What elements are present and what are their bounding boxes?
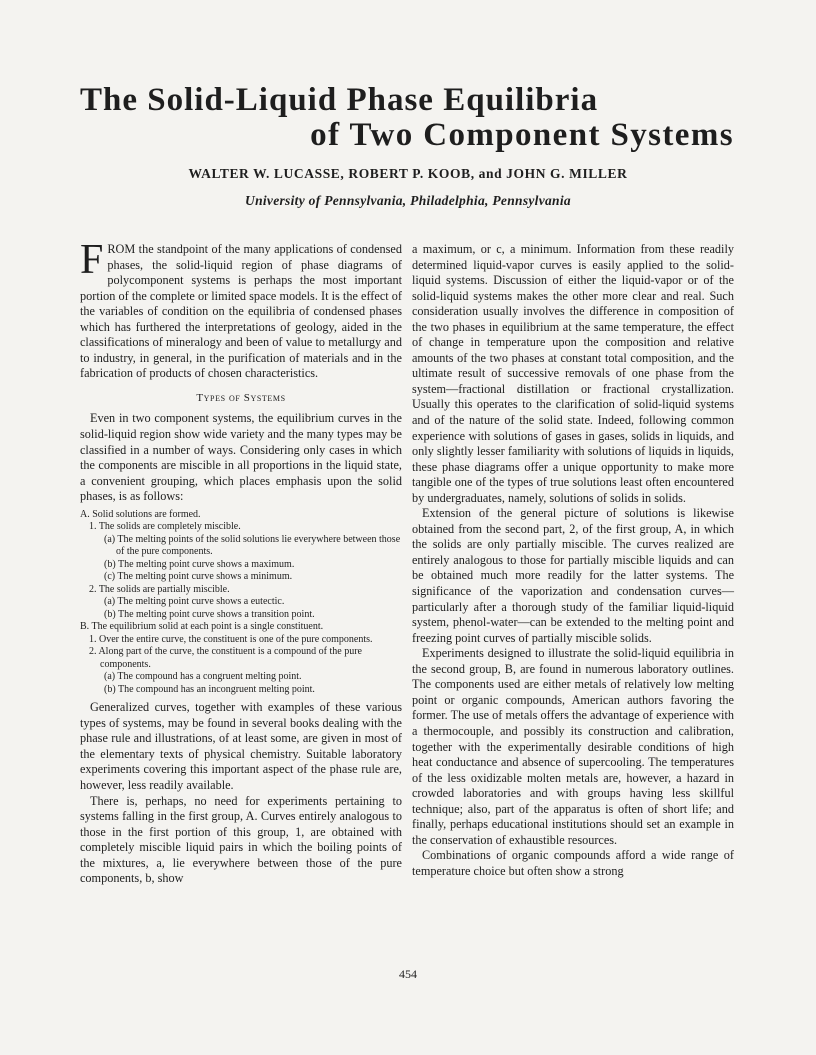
outline-item: (a) The melting point curve shows a eutectic. (104, 596, 285, 608)
left-column (80, 237, 402, 887)
author-list: WALTER W. LUCASSE, ROBERT P. KOOB, and JOHN G. MILLER (188, 166, 628, 181)
outline-item: (b) The melting point curve shows a maximum. (104, 558, 295, 570)
body-paragraph: There is, perhaps, no need for experiments pertaining to systems falling in the first group, A. Curves entirely analogous to those in the first portion of this group, 1, are obtained with completely miscible liquid pairs in which the boiling points of the mixtures, a, lie everywhere between those of the pure components, b, show (80, 793, 402, 886)
outline-item: 2. Along part of the curve, the constituent is a compound of the pure components. (89, 646, 362, 670)
outline-item: 1. The solids are completely miscible. (89, 521, 241, 533)
outline-item: 1. Over the entire curve, the constituent is one of the pure components. (89, 633, 373, 645)
right-column (412, 242, 734, 879)
classification-outline (80, 505, 402, 701)
body-paragraph: Extension of the general picture of solutions is likewise obtained from the second part, 2, of the first group, A, in which the solids are only partially miscible. The curves realized are entirely analogous to those for partially miscible liquids and can be obtained much more readily for the latter systems. The significance of the vaporization and condensation curves—particularly after a thorough study of the familiar liquid-liquid system, phenol-water—can be extended to the melting point and freezing point curves of partially miscible solids. (412, 506, 734, 645)
author-affiliation: University of Pennsylvania, Philadelphia, Pennsylvania (245, 193, 571, 208)
outline-item: 2. The solids are partially miscible. (89, 583, 230, 595)
drop-cap: F (80, 237, 104, 283)
outline-item: (b) The melting point curve shows a transition point. (104, 608, 315, 620)
outline-item: (a) The melting points of the solid solutions lie everywhere between those of the pure components. (104, 533, 401, 558)
body-paragraph: Generalized curves, together with examples of these various types of systems, may be found in several books dealing with the phase rule and illustrations, of at least some, are given in most of the elementary texts of physical chemistry. Suitable laboratory experiments covering this important aspect of the phase rule are, however, less readily available. (80, 700, 402, 792)
outline-item: B. The equilibrium solid at each point is a single constituent. (80, 621, 324, 633)
page-number: 454 (399, 967, 417, 981)
intro-paragraph-text: ROM the standpoint of the many applications of condensed phases, the solid-liquid region of phase diagrams of polycomponent systems is perhaps the most important portion of the complete or limited space models. It is the effect of the variables of condition on the equilibria of condensed phases which has furthered the interpretations of geology, aided in the classifications of mineralogy and been of value to metallurgy and to industry, in general, in the purification of materials and in the fabrication of products of chosen characteristics. (80, 242, 402, 381)
outline-item: A. Solid solutions are formed. (80, 508, 201, 520)
section-heading: Types of Systems (196, 391, 286, 404)
body-paragraph: a maximum, or c, a minimum. Information from these readily determined liquid-vapor curves is easily applied to the solid-liquid systems. Discussion of either the liquid-vapor or of the solid-liquid systems makes the other more clear and real. Such consideration usually involves the difference in composition of the two phases in equilibrium at the same temperature, the effect of change in temperature upon the composition and relative amounts of the two phases at constant total composition, and the ultimate result of successive removals of one phase from the system—fractional distillation or fractional crystallization. Usually this operates to the clarification of solid-liquid systems and of the nature of the solid state. Indeed, following common experience with solutions of gases in gases, solids in liquids, and only slightly lesser familiarity with solutions of liquids in liquids, these phase diagrams offer a unique opportunity to make more tangible one of the types of true solutions least often encountered by undergraduates, namely, solutions of solids in solids. (412, 242, 734, 505)
body-paragraph: Even in two component systems, the equilibrium curves in the solid-liquid region show wide variety and the many types may be classified in a number of ways. Considering only cases in which the components are miscible in all proportions in the liquid state, a convenient grouping, which places emphasis upon the solid phases, is as follows: (80, 411, 402, 504)
outline-item: (a) The compound has a congruent melting point. (104, 671, 302, 683)
outline-item: (c) The melting point curve shows a minimum. (104, 571, 293, 583)
article-title-line-1: The Solid-Liquid Phase Equilibria (80, 82, 599, 118)
body-paragraph: Combinations of organic compounds afford a wide range of temperature choice but often show a strong (412, 848, 734, 878)
intro-paragraph (80, 237, 402, 382)
outline-item: (b) The compound has an incongruent melting point. (104, 683, 315, 695)
article-title-line-2: of Two Component Systems (310, 117, 734, 153)
body-paragraph: Experiments designed to illustrate the solid-liquid equilibria in the second group, B, are found in numerous laboratory outlines. The components used are either metals of relatively low melting point or organic compounds, American authors favoring the former. The use of metals offers the advantage of experience with a thermocouple, and possibly its construction and calibration, together with the experimentally desirable conditions of high heat conductance and absence of supercooling. The temperatures of the less oxidizable molten metals are, however, a hazard in crowded laboratories and with groups having less skillful technique; also, part of the apparatus is often of short life; and finally, perhaps educational institutions should set an example in the conservation of exhaustible resources. (412, 646, 734, 847)
